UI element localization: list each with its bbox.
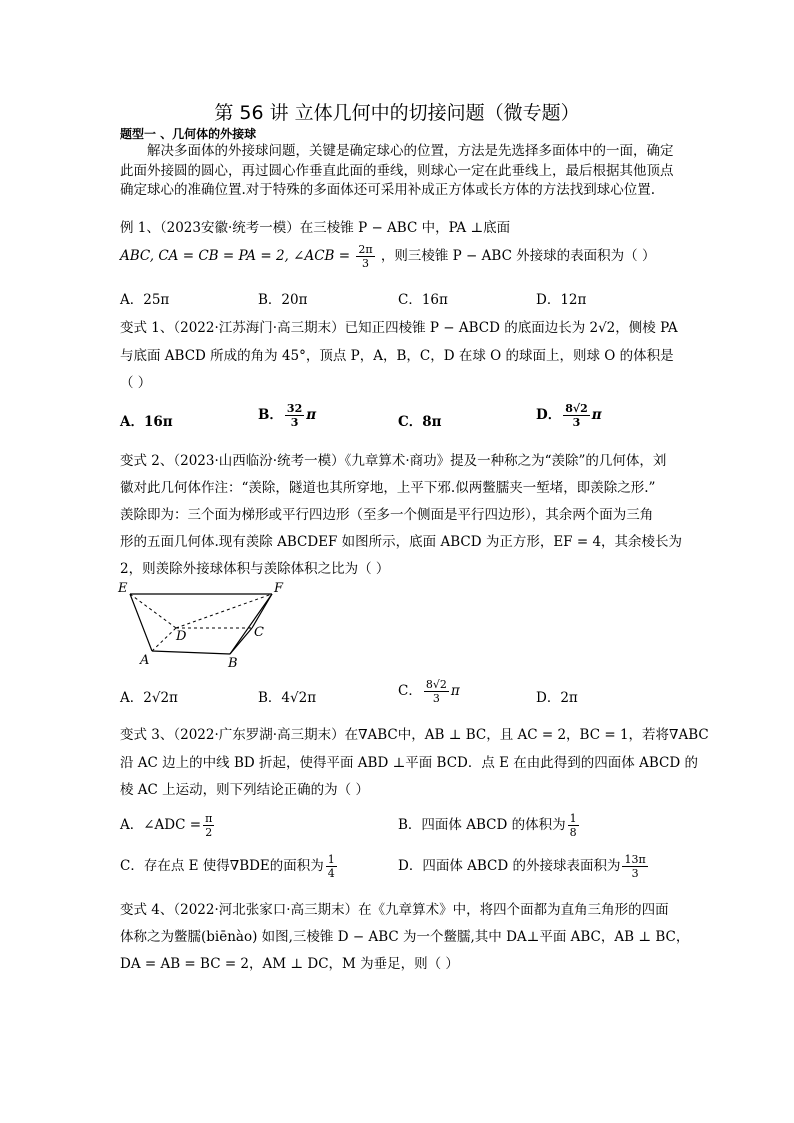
fraction-denominator: 8 <box>569 826 577 839</box>
xianchu-figure <box>112 578 302 670</box>
fraction-numerator: 1 <box>569 812 577 825</box>
variant-1-option-a: A．16π <box>120 414 173 430</box>
fraction-numerator: 2π <box>358 243 373 256</box>
variant-2-option-d: D．2π <box>536 690 578 706</box>
label-a: A <box>140 653 150 668</box>
option-text: B．四面体 ABCD 的体积为 <box>398 817 566 833</box>
fraction-numerator: 8√2 <box>425 678 447 691</box>
fraction-numerator: 13π <box>624 853 646 866</box>
variant-1-line-3: （ ） <box>120 375 152 391</box>
example-1-line-2 <box>120 243 655 270</box>
section-heading: 题型一 、几何体的外接球 <box>120 127 257 141</box>
variant-3-line-1: 变式 3、（2022·广东罗湖·高三期末）在∇ABC中，AB ⊥ BC，且 AC = 2，BC = 1，若将∇ABC <box>120 727 709 743</box>
edge-ab <box>152 651 230 654</box>
fraction-numerator: 32 <box>286 402 303 415</box>
edge-cf <box>252 594 272 628</box>
example-1-option-a: A．25π <box>120 292 170 308</box>
variant-3-option-c <box>120 853 339 880</box>
variant-3-option-a <box>120 812 216 839</box>
example-1-line-1: 例 1、（2023安徽·统考一模）在三棱锥 P − ABC 中，PA ⊥底面 <box>120 220 511 236</box>
fraction-denominator: 3 <box>631 867 639 880</box>
variant-4-line-3: DA = AB = BC = 2，AM ⊥ DC，M 为垂足，则（ ） <box>120 956 459 972</box>
variant-1-option-b: B． $\frac{32}{3}$ π <box>258 402 317 429</box>
fraction-denominator: 4 <box>327 867 335 880</box>
fraction-denominator: 3 <box>572 416 581 429</box>
variant-3-option-b <box>398 812 581 839</box>
variant-1-option-d: D． $\frac{8√2}{3}$ π <box>536 402 602 429</box>
variant-2-line-3: 羡除即为：三个面为梯形或平行四边形（至多一个侧面是平行四边形），其余两个面为三角 <box>120 507 654 523</box>
intro-paragraph: 解决多面体的外接球问题，关键是确定球心的位置，方法是先选择多面体中的一面，确定此面外接圆的圆心，再过圆心作垂直此面的垂线，则球心一定在此垂线上，最后根据其他顶点确定球心的准确位置.对于特殊的多面体还可采用补成正方体或长方体的方法找到球心位置. <box>120 143 674 198</box>
example-1-condition: ABC, CA = CB = PA = 2, ∠ACB = <box>120 248 351 264</box>
edge-bc <box>230 628 252 654</box>
fraction-denominator: 3 <box>290 416 299 429</box>
variant-2-option-b: B．4√2π <box>258 690 317 706</box>
edge-df-hidden <box>176 594 272 628</box>
label-b: B <box>228 656 238 670</box>
variant-1-option-c: C．8π <box>398 414 442 430</box>
label-c: C <box>254 625 264 640</box>
variant-4-line-2: 体称之为鳖臑(biēnào) 如图,三棱锥 D − ABC 为一个鳖臑,其中 DA⊥平面 ABC，AB ⊥ BC， <box>120 929 690 945</box>
example-1-option-c: C．16π <box>398 292 448 308</box>
label-f: F <box>274 581 284 596</box>
variant-2-line-1: 变式 2、（2023·山西临汾·统考一模）《九章算术·商功》提及一种称之为“羡除”的几何体，刘 <box>120 453 667 469</box>
variant-2-option-a: A．2√2π <box>120 690 178 706</box>
fraction-denominator: 2 <box>205 826 213 839</box>
option-text: C．存在点 E 使得∇BDE的面积为 <box>120 858 324 874</box>
fraction-denominator: 3 <box>361 257 369 270</box>
variant-3-line-2: 沿 AC 边上的中线 BD 折起，使得平面 ABD ⊥平面 BCD．点 E 在由此得到的四面体 ABCD 的 <box>120 755 698 771</box>
page-title: 第 56 讲 立体几何中的切接问题（微专题） <box>214 102 580 124</box>
option-text: A．∠ADC = <box>120 817 202 833</box>
option-letter: B． <box>258 407 283 423</box>
variant-3-line-3: 棱 AC 上运动，则下列结论正确的为（ ） <box>120 782 369 798</box>
example-1-question: ，则三棱锥 P − ABC 外接球的表面积为（ ） <box>380 248 656 264</box>
variant-1-line-1: 变式 1、（2022·江苏海门·高三期末）已知正四棱锥 P − ABCD 的底面边长为 2√2，侧棱 PA <box>120 320 678 336</box>
example-1-option-d: D．12π <box>536 292 587 308</box>
variant-2-line-5: 2，则羡除外接球体积与羡除体积之比为（ ） <box>120 561 390 577</box>
label-d: D <box>176 629 187 644</box>
variant-1-line-2: 与底面 ABCD 所成的角为 45°，顶点 P，A，B，C，D 在球 O 的球面上，则球 O 的体积是 <box>120 348 674 364</box>
variant-4-line-1: 变式 4、（2022·河北张家口·高三期末）在《九章算术》中，将四个面都为直角三角形的四面 <box>120 902 669 918</box>
example-1-angle-fraction <box>356 243 374 270</box>
variant-2-option-c: C． $\frac{8√2}{3}$ π <box>398 678 460 705</box>
fraction-numerator: 8√2 <box>565 402 588 415</box>
variant-3-option-d <box>398 853 650 880</box>
option-text: D．四面体 ABCD 的外接球表面积为 <box>398 858 621 874</box>
fraction-numerator: 1 <box>327 853 335 866</box>
example-1-option-b: B．20π <box>258 292 308 308</box>
edge-ad-hidden <box>152 628 176 651</box>
label-e: E <box>118 581 128 596</box>
fraction-numerator: π <box>205 812 213 825</box>
variant-2-line-2: 徽对此几何体作注：“羡除，隧道也其所穿地，上平下邪.似两鳖臑夹一堑堵，即羡除之形.” <box>120 480 656 496</box>
fraction-denominator: 3 <box>432 692 440 705</box>
option-letter: C． <box>398 683 422 699</box>
variant-2-line-4: 形的五面几何体.现有羡除 ABCDEF 如图所示，底面 ABCD 为正方形，EF = 4，其余棱长为 <box>120 534 683 550</box>
option-letter: D． <box>536 407 562 423</box>
edge-bf <box>230 594 272 654</box>
